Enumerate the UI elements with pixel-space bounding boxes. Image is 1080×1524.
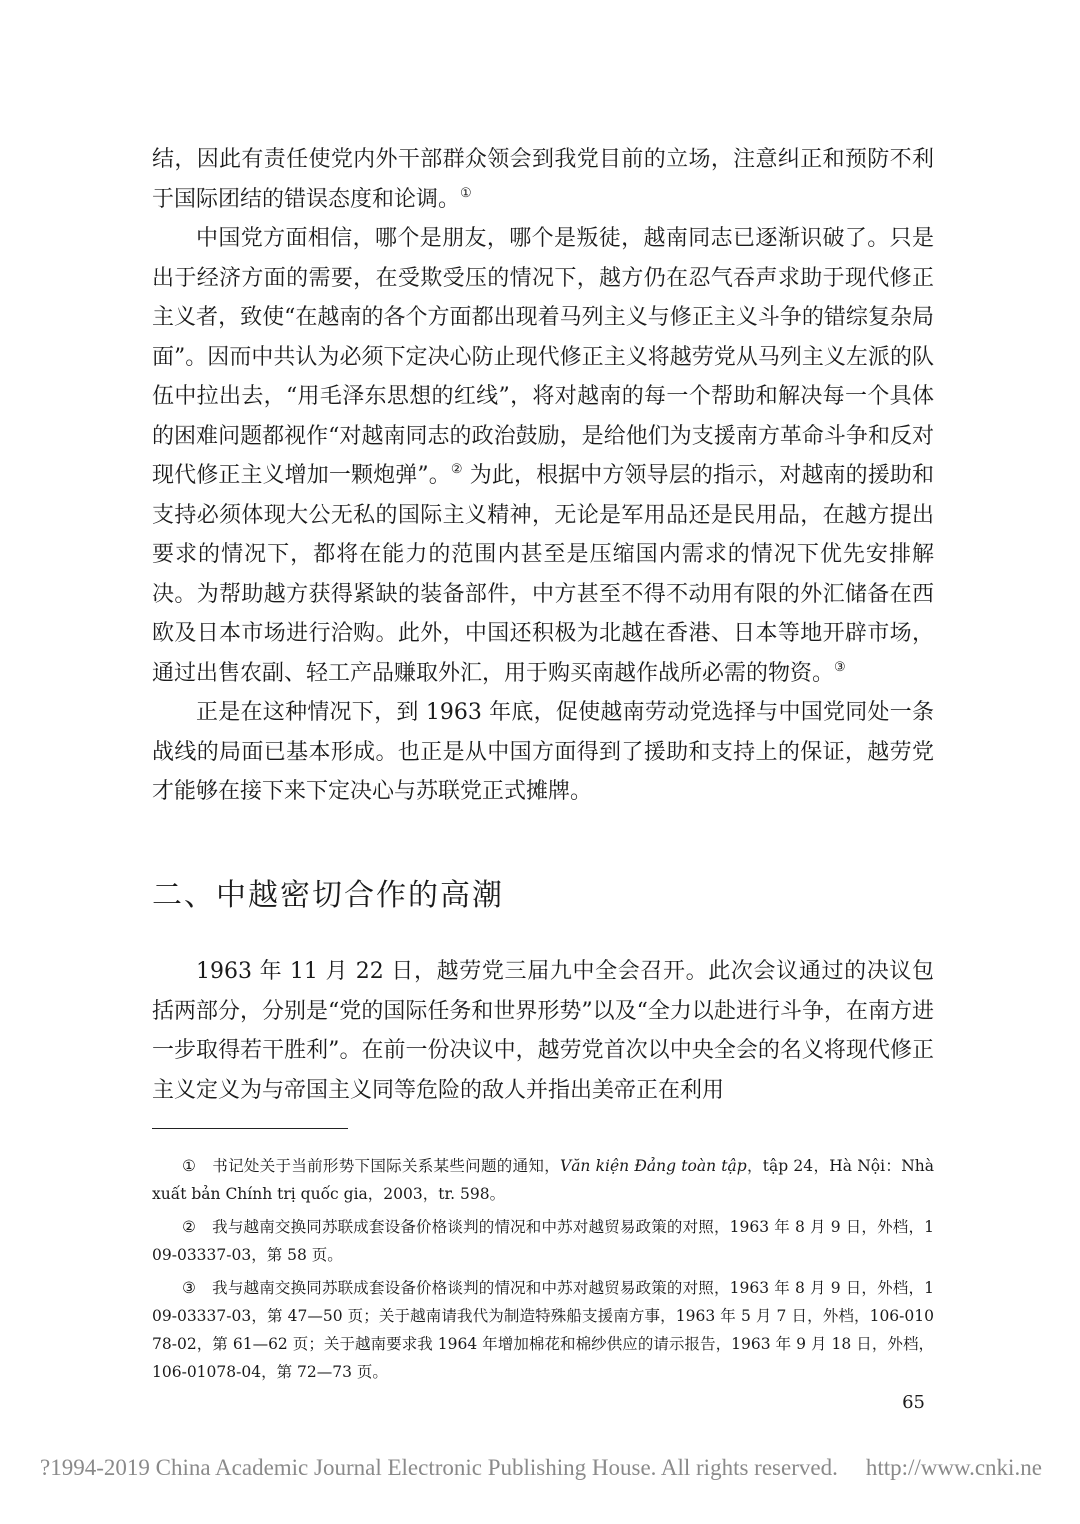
paragraph-1 <box>152 140 934 219</box>
footnote-1-text-b: ，tập 24，Hà Nội：Nhà xuất bản Chính trị quốc gia，2003，tr. 598。 <box>152 1157 934 1203</box>
footnote-ref-1[interactable]: ① <box>460 185 472 201</box>
footnote-1-number: ① <box>182 1157 196 1175</box>
paragraph-2-text-a: 中国党方面相信，哪个是朋友，哪个是叛徒，越南同志已逐渐识破了。只是出于经济方面的需要，在受欺受压的情况下，越方仍在忍气吞声求助于现代修正主义者，致使“在越南的各个方面都出现着马列主义与修正主义斗争的错综复杂局面”。因而中共认为必须下定决心防止现代修正主义将越劳党从马列主义左派的队伍中拉出去，“用毛泽东思想的红线”，将对越南的每一个帮助和解决每一个具体的困难问题都视作“对越南同志的政治鼓励，是给他们为支援南方革命斗争和反对现代修正主义增加一颗炮弹”。 <box>152 226 934 488</box>
section-title: 二、中越密切合作的高潮 <box>152 878 504 913</box>
footnote-2 <box>152 1213 934 1269</box>
footnote-3 <box>152 1274 934 1386</box>
body-text <box>152 140 934 812</box>
paragraph-1-text: 结，因此有责任使党内外干部群众领会到我党目前的立场，注意纠正和预防不利于国际团结的错误态度和论调。 <box>152 147 934 212</box>
footnote-ref-2[interactable]: ② <box>450 462 463 477</box>
footnote-1 <box>152 1152 934 1208</box>
footnote-3-number: ③ <box>182 1279 196 1297</box>
paragraph-3-text: 正是在这种情况下，到 1963 年底，促使越南劳动党选择与中国党同处一条战线的局面已基本形成。也正是从中国方面得到了援助和支持上的保证，越劳党才能够在接下来下定决心与苏联党正式摊牌。 <box>152 700 934 804</box>
paragraph-3 <box>152 693 934 812</box>
footnotes <box>152 1152 934 1391</box>
section-paragraph: 1963 年 11 月 22 日，越劳党三届九中全会召开。此次会议通过的决议包括两部分，分别是“党的国际任务和世界形势”以及“全力以赴进行斗争，在南方进一步取得若干胜利”。在前一份决议中，越劳党首次以中央全会的名义将现代修正主义定义为与帝国主义同等危险的敌人并指出美帝正在利用 <box>152 959 934 1103</box>
footnote-1-source-title: Văn kiện Đảng toàn tập <box>560 1157 747 1175</box>
footnote-1-text-a: 书记处关于当前形势下国际关系某些问题的通知， <box>212 1157 560 1175</box>
copyright-notice <box>40 1455 1042 1481</box>
paragraph-2 <box>152 219 934 693</box>
footnote-2-number: ② <box>182 1218 196 1236</box>
section-body <box>152 952 934 1110</box>
copyright-url[interactable]: http://www.cnki.ne <box>865 1455 1042 1480</box>
footnote-ref-3[interactable]: ③ <box>834 659 846 675</box>
paragraph-2-text-b: 为此，根据中方领导层的指示，对越南的援助和支持必须体现大公无私的国际主义精神，无论是军用品还是民用品，在越方提出要求的情况下，都将在能力的范围内甚至是压缩国内需求的情况下优先安排解决。为帮助越方获得紧缺的装备部件，中方甚至不得不动用有限的外汇储备在西欧及日本市场进行洽购。此外，中国还积极为北越在香港、日本等地开辟市场，通过出售农副、轻工产品赚取外汇，用于购买南越作战所必需的物资。 <box>152 463 935 686</box>
footnote-divider <box>152 1128 348 1129</box>
copyright-text: ?1994-2019 China Academic Journal Electronic Publishing House. All rights reserved. <box>40 1455 838 1480</box>
page-number: 65 <box>902 1392 925 1413</box>
footnote-2-text: 我与越南交换同苏联成套设备价格谈判的情况和中苏对越贸易政策的对照，1963 年 8 月 9 日，外档，109-03337-03，第 58 页。 <box>152 1218 934 1264</box>
footnote-3-text: 我与越南交换同苏联成套设备价格谈判的情况和中苏对越贸易政策的对照，1963 年 8 月 9 日，外档，109-03337-03，第 47—50 页；关于越南请我代为制造特殊船支援南方事，1963 年 5 月 7 日，外档，106-01078-02，第 61—62 页；关于越南要求我 1964 年增加棉花和棉纱供应的请示报告，1963 年 9 月 18 日，外档，106-01078-04，第 72—73 页。 <box>152 1279 934 1381</box>
